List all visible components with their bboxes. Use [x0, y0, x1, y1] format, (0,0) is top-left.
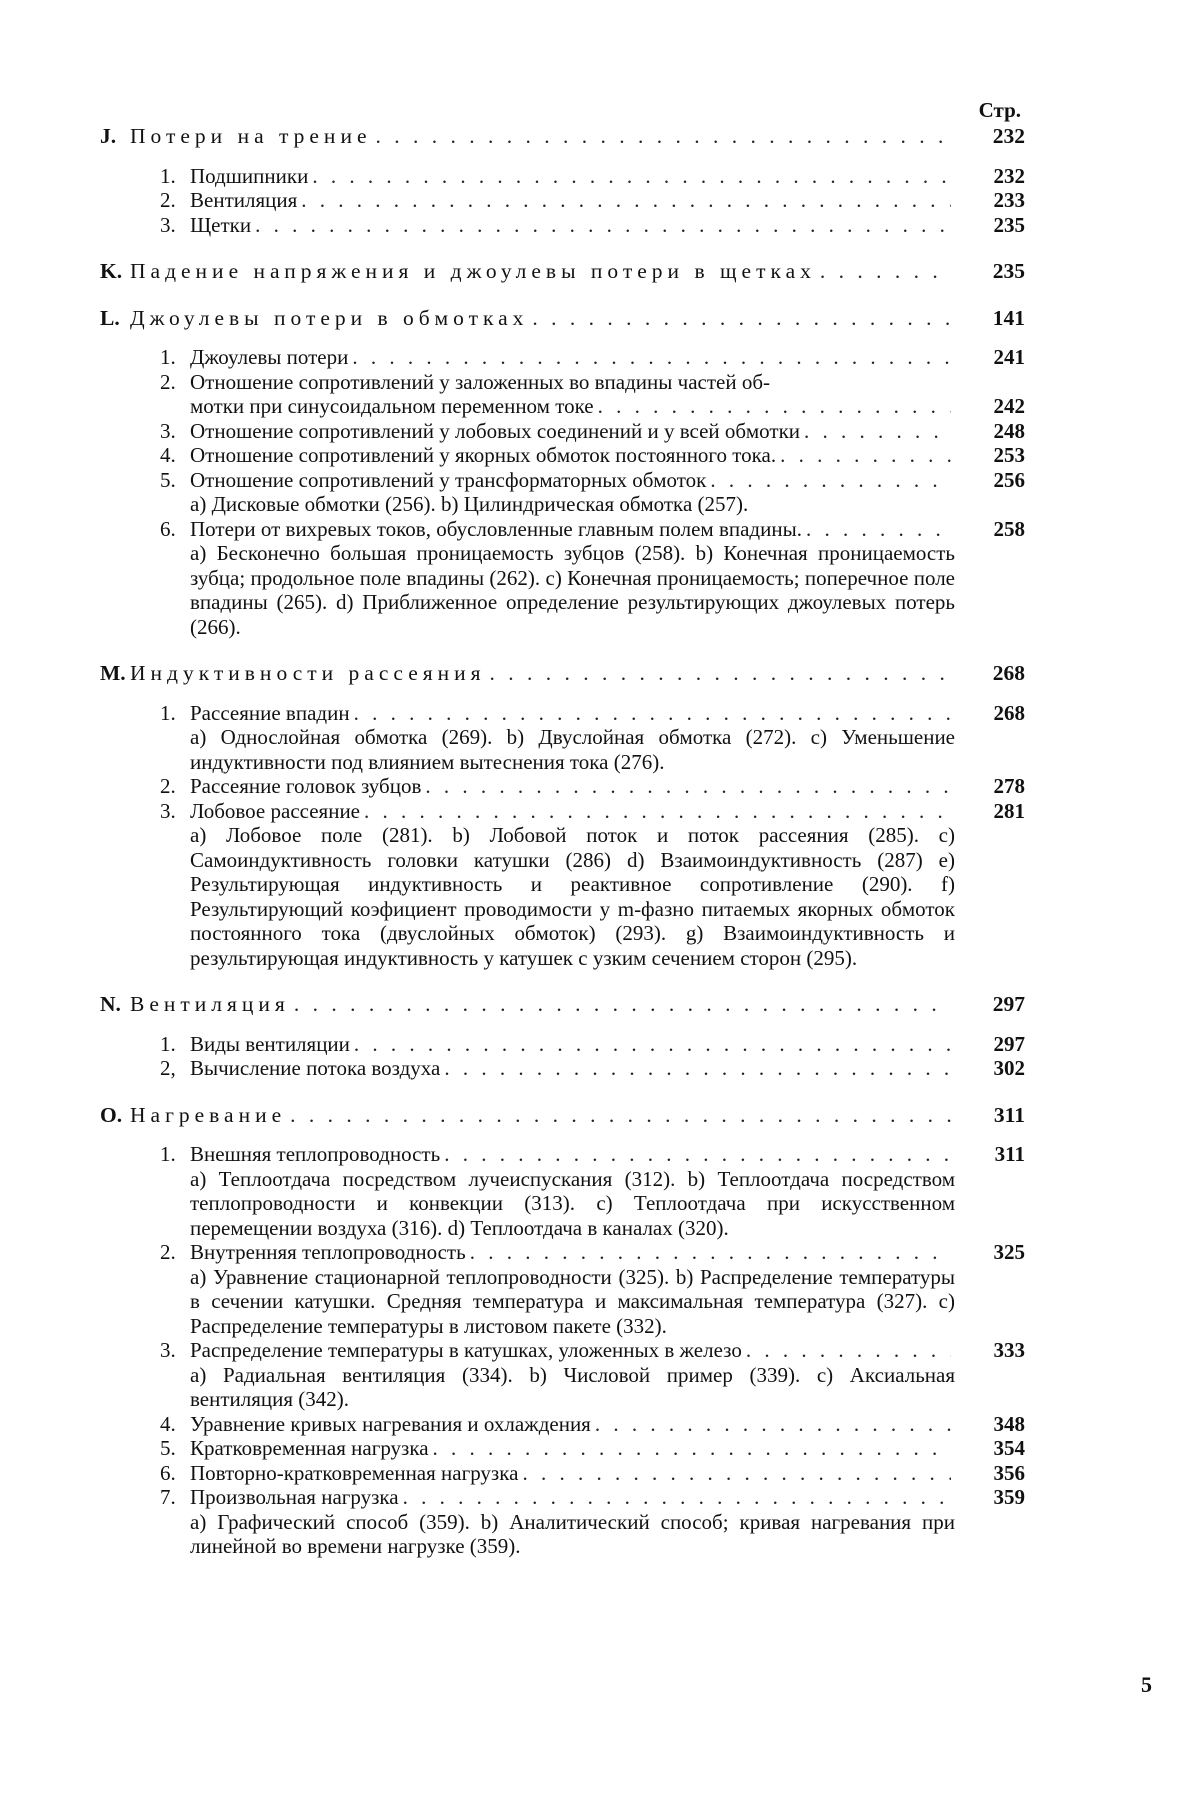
- item-subsections: a) Уравнение стационарной теплопроводности (325). b) Распределение температуры в сечении катушки. Средняя температура и максимальная температура (327). c) Распределение температуры в листовом пакете (332).: [190, 1264, 955, 1338]
- item-page-number: 253: [993, 443, 1025, 467]
- item-heading: [100, 774, 1025, 799]
- item-page-number: 354: [993, 1436, 1025, 1460]
- item-title: Распределение температуры в катушках, уложенных в железо: [190, 1338, 742, 1362]
- leader-dots: [425, 774, 951, 799]
- item-page-number: 242: [993, 394, 1025, 418]
- section-letter: M.: [100, 661, 126, 685]
- list-item: [100, 419, 1025, 444]
- item-page-number: 311: [994, 1142, 1025, 1166]
- leader-dots: [312, 164, 951, 189]
- section-page-number: 268: [992, 661, 1025, 685]
- item-heading: [100, 213, 1025, 238]
- list-item: [100, 468, 1025, 517]
- leader-dots: [710, 468, 951, 493]
- item-number: 6.: [160, 1460, 176, 1485]
- item-title-group: [160, 419, 800, 444]
- item-title-cont: мотки при синусоидальном переменном токе: [190, 394, 594, 418]
- section-title: [100, 124, 372, 149]
- item-title: Вычисление потока воздуха: [190, 1056, 441, 1080]
- item-title: Лобовое рассеяние: [190, 798, 360, 823]
- section-items: [100, 1142, 1025, 1559]
- page-column-label: [100, 98, 1025, 124]
- section-heading: [100, 661, 1025, 686]
- section-items: [100, 1032, 1025, 1081]
- item-title-group: [160, 345, 348, 370]
- item-number: 2.: [160, 369, 176, 394]
- item-title: Отношение сопротивлений у лобовых соединений и у всей обмотки: [190, 418, 801, 443]
- toc-page: [100, 98, 1025, 1758]
- leader-dots: [806, 517, 951, 542]
- leader-dots: [820, 259, 951, 284]
- item-title-group: [160, 188, 297, 213]
- item-number: 1.: [160, 163, 176, 188]
- leader-dots: [352, 345, 951, 370]
- leader-dots: [376, 124, 952, 149]
- item-number: 1.: [160, 1031, 176, 1056]
- item-page-number: 256: [993, 467, 1025, 492]
- item-title: Повторно-кратковременная нагрузка: [190, 1460, 519, 1485]
- item-title: Щетки: [190, 212, 252, 237]
- item-page-number: 235: [993, 212, 1025, 237]
- item-title-group: [160, 517, 802, 542]
- section-title-text: Вентиляция: [130, 992, 290, 1016]
- section-letter: K.: [100, 259, 123, 283]
- item-title: Отношение сопротивлений у якорных обмоток постоянного тока.: [190, 443, 777, 467]
- list-item: [100, 1485, 1025, 1559]
- item-heading: [100, 517, 1025, 542]
- item-title: Вентиляция: [190, 188, 298, 212]
- item-page-number: 325: [993, 1240, 1025, 1264]
- section-title: [100, 992, 290, 1017]
- item-title: Произвольная нагрузка: [190, 1485, 399, 1509]
- item-page-number: 233: [993, 188, 1025, 212]
- item-page-number: 258: [993, 516, 1025, 541]
- item-number: 3.: [160, 418, 176, 443]
- item-heading: [100, 419, 1025, 444]
- list-item: [100, 1142, 1025, 1240]
- item-title: Потери от вихревых токов, обусловленные главным полем впадины.: [190, 516, 802, 541]
- item-number: 3.: [160, 1338, 176, 1362]
- leader-dots: [532, 306, 951, 331]
- item-page-number: 248: [993, 418, 1025, 443]
- section-page-number: 235: [992, 259, 1025, 283]
- section-title: [100, 1103, 286, 1128]
- section-page-number: 311: [993, 1102, 1025, 1127]
- item-title: Джоулевы потери: [190, 345, 349, 369]
- item-number: 1.: [160, 1142, 176, 1166]
- item-title-group: [160, 1056, 440, 1081]
- list-item: [100, 370, 1025, 419]
- item-number: 5.: [160, 467, 176, 492]
- page-number: 5: [1141, 1672, 1152, 1697]
- item-title: Отношение сопротивлений у заложенных во впадины частей об-: [190, 369, 771, 394]
- item-title: Уравнение кривых нагревания и охлаждения: [190, 1411, 591, 1436]
- item-heading: [100, 1338, 1025, 1363]
- toc-section: [100, 306, 1025, 640]
- item-subsections: a) Лобовое поле (281). b) Лобовой поток и поток рассеяния (285). c) Самоиндуктивность головки катушки (286) d) Взаимоиндуктивность (287) e) Результирующая индуктивность и реактивное сопротивление (290). f) Результирующий коэфициент проводимости у m-фазно питаемых якорных обмоток постоянного тока (двуслойных обмоток) (293). g) Взаимоиндуктивность и результирующая индуктивность у катушек с узким сечением сторон (295).: [190, 823, 955, 970]
- leader-dots: [780, 443, 951, 468]
- section-letter: L.: [100, 305, 120, 330]
- item-subsections: a) Графический способ (359). b) Аналитический способ; кривая нагревания при линейной во времени нагрузке (359).: [190, 1509, 955, 1558]
- table-of-contents: [100, 124, 1025, 1559]
- item-heading: [100, 188, 1025, 213]
- list-item: [100, 188, 1025, 213]
- section-heading: [100, 124, 1025, 149]
- leader-dots: [746, 1338, 951, 1363]
- item-subsections: a) Дисковые обмотки (256). b) Цилиндрическая обмотка (257).: [190, 492, 749, 516]
- section-title: [100, 306, 528, 331]
- item-title-group: [160, 1461, 518, 1486]
- item-page-number: 232: [993, 163, 1025, 188]
- item-page-number: 302: [993, 1056, 1025, 1080]
- item-number: 3.: [160, 212, 176, 237]
- section-page-number: 297: [992, 992, 1025, 1016]
- item-number: 1.: [160, 700, 176, 725]
- item-title-group: [160, 1485, 399, 1510]
- leader-dots: [444, 1056, 951, 1081]
- list-item: [100, 213, 1025, 238]
- leader-dots: [444, 1142, 951, 1167]
- item-number: 5.: [160, 1436, 176, 1460]
- leader-dots: [294, 992, 951, 1017]
- item-heading: [100, 1436, 1025, 1461]
- item-number: 4.: [160, 1411, 176, 1436]
- item-heading: [100, 164, 1025, 189]
- item-subsections: a) Радиальная вентиляция (334). b) Числовой пример (339). c) Аксиальная вентиляция (342).: [190, 1362, 955, 1411]
- section-heading: [100, 992, 1025, 1017]
- page-column-label-text: Стр.: [978, 98, 1021, 122]
- item-number: 3.: [160, 798, 176, 823]
- item-number: 1.: [160, 345, 176, 369]
- item-heading: [100, 1461, 1025, 1486]
- leader-dots: [522, 1461, 951, 1486]
- item-heading: [100, 1485, 1025, 1510]
- item-title-group: [160, 799, 360, 824]
- section-items: [100, 701, 1025, 971]
- item-page-number: 241: [993, 345, 1025, 369]
- list-item: [100, 1240, 1025, 1338]
- toc-section: [100, 259, 1025, 284]
- section-title-text: Падение напряжения и джоулевы потери в щетках: [130, 259, 816, 283]
- item-heading: [100, 1240, 1025, 1265]
- section-title-text: Джоулевы потери в обмотках: [130, 305, 529, 330]
- leader-dots: [490, 661, 951, 686]
- toc-section: [100, 124, 1025, 237]
- item-title-line: [100, 370, 1025, 395]
- item-page-number: 281: [993, 798, 1025, 823]
- section-heading: [100, 259, 1025, 284]
- item-page-number: 359: [993, 1485, 1025, 1509]
- toc-section: [100, 1103, 1025, 1559]
- item-heading: [100, 1142, 1025, 1167]
- section-letter: O.: [100, 1102, 123, 1127]
- item-subsections: a) Бесконечно большая проницаемость зубцов (258). b) Конечная проницаемость зубца; продольное поле впадины (262). c) Конечная проницаемость; поперечное поле впадины (265). d) Приближенное определение результирующих джоулевых потерь (266).: [190, 541, 955, 639]
- list-item: [100, 345, 1025, 370]
- section-letter: J.: [100, 124, 117, 148]
- item-title-group: [160, 774, 421, 799]
- item-heading: [100, 345, 1025, 370]
- list-item: [100, 164, 1025, 189]
- toc-section: [100, 661, 1025, 970]
- leader-dots: [255, 213, 951, 238]
- toc-section: [100, 992, 1025, 1081]
- section-heading: [100, 1103, 1025, 1128]
- item-page-number: 278: [993, 774, 1025, 798]
- item-title-group: [160, 701, 350, 726]
- item-title: Виды вентиляции: [190, 1031, 350, 1056]
- list-item: [100, 1032, 1025, 1057]
- item-number: 6.: [160, 516, 176, 541]
- section-page-number: 232: [992, 124, 1025, 148]
- section-title-text: Индуктивности рассеяния: [130, 661, 486, 685]
- item-title: Рассеяние головок зубцов: [190, 774, 422, 798]
- item-heading: [100, 1056, 1025, 1081]
- item-number: 4.: [160, 443, 176, 467]
- leader-dots: [301, 188, 951, 213]
- leader-dots: [470, 1240, 951, 1265]
- item-heading: [100, 1032, 1025, 1057]
- list-item: [100, 701, 1025, 775]
- item-title-group: [160, 1142, 440, 1167]
- list-item: [100, 774, 1025, 799]
- section-title: [100, 661, 486, 686]
- leader-dots: [433, 1436, 951, 1461]
- item-number: 2.: [160, 774, 176, 798]
- item-title-continuation: [100, 394, 1025, 419]
- item-number: 7.: [160, 1485, 176, 1509]
- item-heading: [100, 701, 1025, 726]
- item-page-number: 333: [993, 1338, 1025, 1362]
- item-title-group: [160, 1032, 350, 1057]
- leader-dots: [354, 701, 951, 726]
- item-title-group: [160, 164, 308, 189]
- item-title-group: [160, 468, 706, 493]
- item-title-group: [160, 1436, 429, 1461]
- item-title: Отношение сопротивлений у трансформаторных обмоток: [190, 467, 707, 492]
- list-item: [100, 517, 1025, 640]
- leader-dots: [598, 394, 951, 419]
- section-title-text: Потери на трение: [130, 124, 372, 148]
- section-letter: N.: [100, 992, 121, 1016]
- leader-dots: [804, 419, 951, 444]
- item-page-number: 356: [993, 1460, 1025, 1485]
- item-title: Внешняя теплопроводность: [190, 1142, 441, 1166]
- section-title-text: Нагревание: [130, 1102, 287, 1127]
- item-title: Кратковременная нагрузка: [190, 1436, 429, 1460]
- item-number: 2,: [160, 1056, 176, 1080]
- list-item: [100, 1461, 1025, 1486]
- section-page-number: 141: [992, 305, 1025, 330]
- item-heading: [100, 1412, 1025, 1437]
- item-subsections: a) Однослойная обмотка (269). b) Двуслойная обмотка (272). c) Уменьшение индуктивности под влиянием вытеснения тока (276).: [190, 725, 955, 774]
- item-page-number: 297: [993, 1031, 1025, 1056]
- list-item: [100, 1338, 1025, 1412]
- item-heading: [100, 799, 1025, 824]
- item-page-number: 268: [993, 700, 1025, 725]
- leader-dots: [595, 1412, 951, 1437]
- list-item: [100, 443, 1025, 468]
- item-title-group: [160, 1338, 742, 1363]
- leader-dots: [290, 1103, 951, 1128]
- item-title: Подшипники: [190, 163, 309, 188]
- item-title-group: [160, 443, 776, 468]
- list-item: [100, 1436, 1025, 1461]
- list-item: [100, 1056, 1025, 1081]
- item-heading: [100, 443, 1025, 468]
- section-items: [100, 164, 1025, 238]
- list-item: [100, 799, 1025, 971]
- leader-dots: [354, 1032, 951, 1057]
- item-number: 2.: [160, 1240, 176, 1264]
- item-number: 2.: [160, 188, 176, 212]
- item-subsections: a) Теплоотдача посредством лучеиспускания (312). b) Теплоотдача посредством теплопроводности и конвекции (313). c) Теплоотдача при искусственном перемещении воздуха (316). d) Теплоотдача в каналах (320).: [190, 1166, 955, 1240]
- item-title: Рассеяние впадин: [190, 700, 350, 725]
- item-title: Внутренняя теплопроводность: [190, 1240, 466, 1264]
- list-item: [100, 1412, 1025, 1437]
- section-items: [100, 345, 1025, 639]
- leader-dots: [364, 799, 951, 824]
- item-title-group: [160, 1240, 466, 1265]
- item-title-group: [160, 1412, 591, 1437]
- item-title-group: [160, 213, 251, 238]
- section-title: [100, 259, 816, 284]
- section-heading: [100, 306, 1025, 331]
- item-page-number: 348: [993, 1411, 1025, 1436]
- leader-dots: [403, 1485, 951, 1510]
- item-heading: [100, 468, 1025, 493]
